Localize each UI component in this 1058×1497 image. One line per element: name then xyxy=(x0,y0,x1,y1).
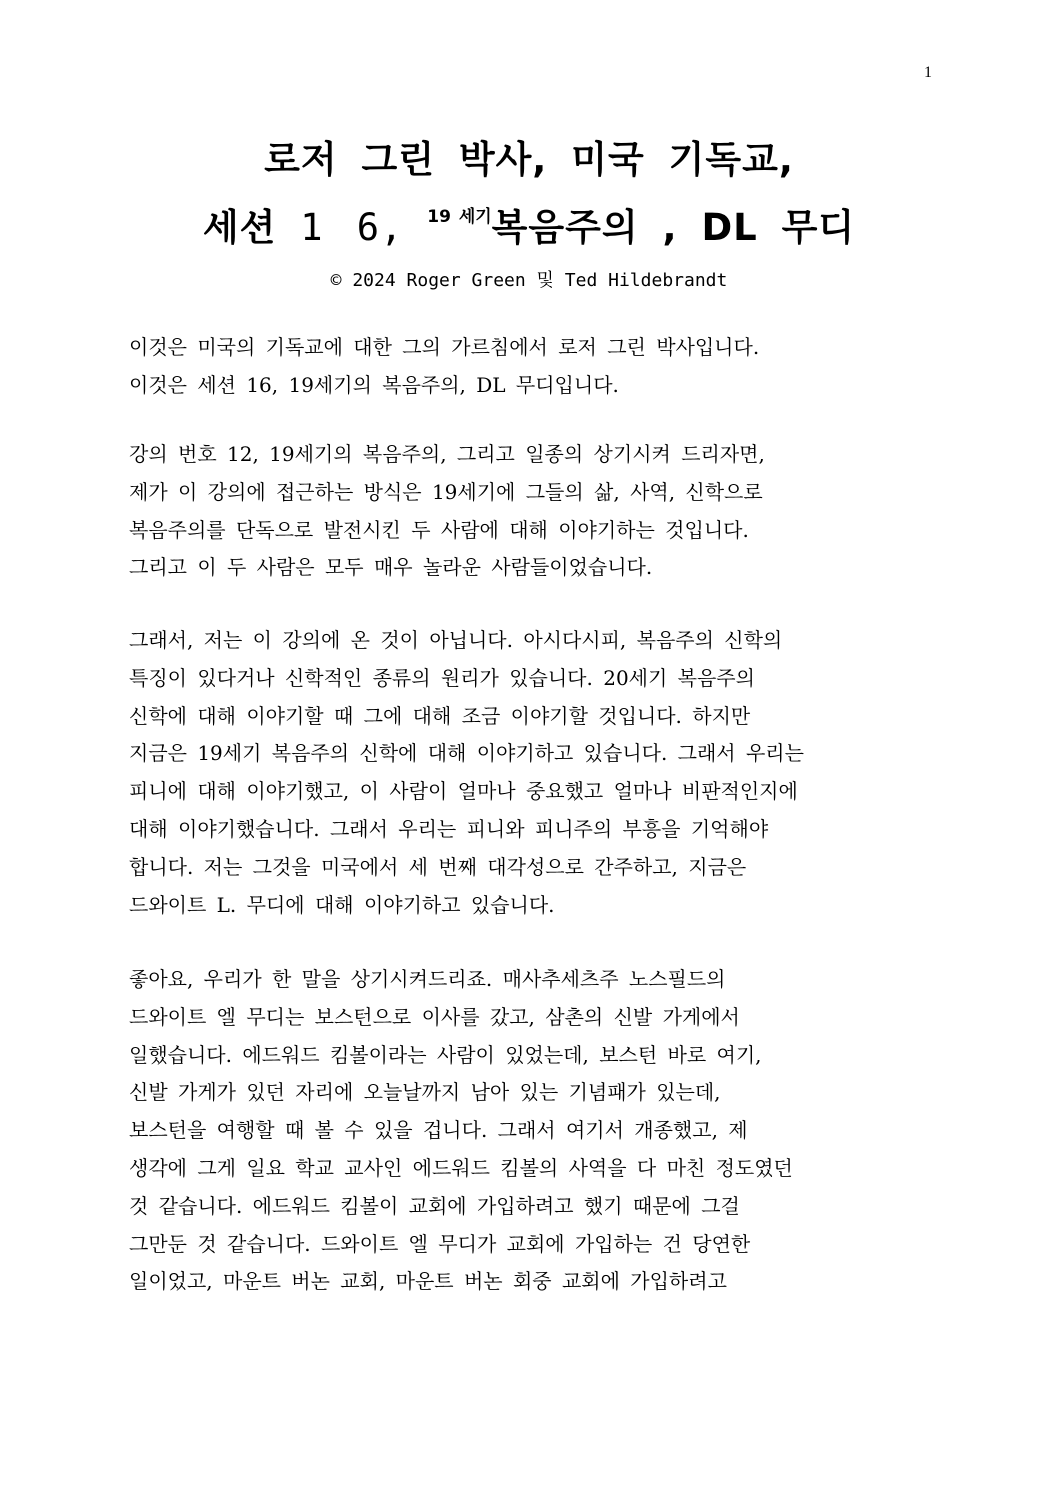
title-topic: 복음주의 , DL 무디 xyxy=(491,206,856,249)
text-line: 그만둔 것 같습니다. 드와이트 엘 무디가 교회에 가입하는 건 당연한 xyxy=(129,1231,751,1256)
body-paragraph-4 xyxy=(129,961,929,1301)
text-line: 합니다. 저는 그것을 미국에서 세 번째 대각성으로 간주하고, 지금은 xyxy=(129,854,747,879)
text-line: 피니에 대해 이야기했고, 이 사람이 얼마나 중요했고 얼마나 비판적인지에 xyxy=(129,779,798,804)
text-line: 제가 이 강의에 접근하는 방식은 19세기에 그들의 삶, 사역, 신학으로 xyxy=(129,479,763,504)
text-line: 일했습니다. 에드워드 킴볼이라는 사람이 있었는데, 보스턴 바로 여기, xyxy=(129,1042,762,1067)
text-line: 것 같습니다. 에드워드 킴볼이 교회에 가입하려고 했기 때문에 그걸 xyxy=(129,1193,740,1218)
text-line: 신발 가게가 있던 자리에 오늘날까지 남아 있는 기념패가 있는데, xyxy=(129,1080,721,1105)
body-paragraph-3 xyxy=(129,622,929,924)
title-century-superscript: 19 세기 xyxy=(427,207,492,227)
title-session-word: 세션 xyxy=(202,206,277,249)
text-line: 드와이트 엘 무디는 보스턴으로 이사를 갔고, 삼촌의 신발 가게에서 xyxy=(129,1004,740,1029)
text-line: 강의 번호 12, 19세기의 복음주의, 그리고 일종의 상기시켜 드리자면, xyxy=(129,442,765,466)
text-line: 그리고 이 두 사람은 모두 매우 놀라운 사람들이었습니다. xyxy=(129,555,653,580)
copyright-line: © 2024 Roger Green 및 Ted Hildebrandt xyxy=(330,270,728,291)
title-session-number: 1 6, xyxy=(300,206,404,249)
text-line: 특징이 있다거나 신학적인 종류의 원리가 있습니다. 20세기 복음주의 xyxy=(129,665,755,690)
text-line: 지금은 19세기 복음주의 신학에 대해 이야기하고 있습니다. 그래서 우리는 xyxy=(129,741,804,766)
text-line: 보스턴을 여행할 때 볼 수 있을 겁니다. 그래서 여기서 개종했고, 제 xyxy=(129,1118,748,1143)
body-paragraph-1 xyxy=(129,329,929,405)
text-line: 대해 이야기했습니다. 그래서 우리는 피니와 피니주의 부흥을 기억해야 xyxy=(129,816,769,841)
document-title-line-2 xyxy=(0,206,1058,249)
document-title-line-1: 로저 그린 박사, 미국 기독교, xyxy=(264,138,794,181)
text-line: 드와이트 L. 무디에 대해 이야기하고 있습니다. xyxy=(129,892,555,917)
page-number: 1 xyxy=(924,64,932,81)
text-line: 신학에 대해 이야기할 때 그에 대해 조금 이야기할 것입니다. 하지만 xyxy=(129,703,751,728)
text-line: 좋아요, 우리가 한 말을 상기시켜드리죠. 매사추세츠주 노스필드의 xyxy=(129,967,726,991)
body-paragraph-2 xyxy=(129,436,929,587)
text-line: 복음주의를 단독으로 발전시킨 두 사람에 대해 이야기하는 것입니다. xyxy=(129,517,749,542)
text-line: 이것은 미국의 기독교에 대한 그의 가르침에서 로저 그린 박사입니다. xyxy=(129,335,760,359)
text-line: 이것은 세션 16, 19세기의 복음주의, DL 무디입니다. xyxy=(129,372,619,397)
text-line: 그래서, 저는 이 강의에 온 것이 아닙니다. 아시다시피, 복음주의 신학의 xyxy=(129,628,783,652)
text-line: 생각에 그게 일요 학교 교사인 에드워드 킴볼의 사역을 다 마친 정도였던 xyxy=(129,1155,793,1180)
text-line: 일이었고, 마운트 버논 교회, 마운트 버논 회중 교회에 가입하려고 xyxy=(129,1269,727,1294)
